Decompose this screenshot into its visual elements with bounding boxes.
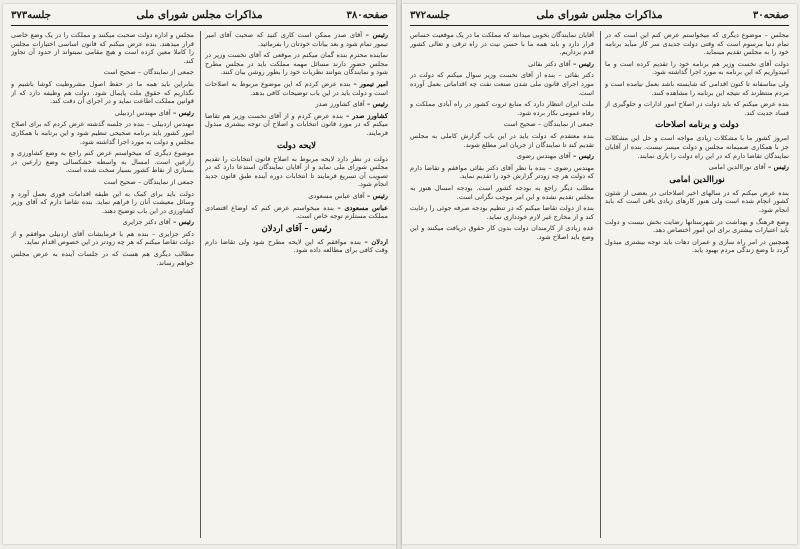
left-page-title: مذاکرات مجلس شورای ملی <box>136 9 263 21</box>
paragraph-text: دولت در نظر دارد لایحه مربوط به اصلاح قانون انتخابات را تقدیم مجلس شورای ملی نماید و از آقایان نمایندگان استدعا دارد که در تصویب آن تسریع فرمایند تا انتخابات دوره آینده طبق قانون جدید انجام شود. <box>205 154 388 189</box>
left-page <box>3 4 396 544</box>
paragraph <box>11 149 194 175</box>
paragraph <box>205 192 388 201</box>
paragraph <box>205 155 388 189</box>
paragraph <box>11 190 194 216</box>
paragraph-text: عده زیادی از کارمندان دولت بدون کار حقوق دریافت میکنند و این وضع باید اصلاح شود. <box>410 224 594 241</box>
paragraph <box>605 238 789 255</box>
right-page-number: صفحه۳۰ <box>752 10 789 21</box>
paragraph-text: مهندس رضوی – بنده با نظر آقای دکتر بقائی موافقم و تقاضا دارم که دولت هر چه زودتر گزارش خود را تقدیم نماید. <box>410 163 594 181</box>
speaker-name: کشاورز صدر – <box>343 111 388 120</box>
paragraph-text: بنده از دولت تقاضا میکنم که در تنظیم بودجه صرفه جوئی را رعایت کند و از مخارج غیر لازم خودداری نماید. <box>410 204 594 221</box>
paragraph-text: بنده میخواستم عرض کنم که اوضاع اقتصادی مملکت مستلزم توجه خاص است. <box>205 203 388 221</box>
paragraph-text: دولت باید برای کمک به این طبقه اقدامات فوری بعمل آورد و وسائل معیشت آنان را فراهم نماید. بنده تقاضا دارم که آقای وزیر کشاورزی در این باب توضیح دهند. <box>11 189 194 215</box>
speaker-name: اردلان – <box>360 237 388 246</box>
right-column-divider <box>600 31 601 538</box>
right-page-column-left <box>410 31 594 538</box>
speaker-name: رئیس – <box>765 163 789 172</box>
paragraph <box>410 132 594 149</box>
paragraph <box>11 109 194 118</box>
paragraph <box>605 189 789 215</box>
paragraph <box>410 164 594 181</box>
speaker-name: رئیس – <box>170 218 194 227</box>
paragraph-text: مهندس اردبیلی – بنده در جلسه گذشته عرض کردم که برای اصلاح امور کشور باید برنامه صحیحی تنظیم شود و این برنامه با همکاری مجلس و دولت به مورد اجرا گذاشته شود. <box>11 120 194 146</box>
paragraph-text: بنده عرض کردم و از آقای نخست وزیر هم تقاضا میکنم که در مورد قانون انتخابات و اصلاح آن توجه بیشتری مبذول فرمایند. <box>205 111 388 137</box>
paragraph-text: آقای دکتر بقائی <box>528 59 571 68</box>
right-page-title: مذاکرات مجلس شورای ملی <box>536 9 663 21</box>
paragraph-text: بنابراین باید همه ما در حفظ اصول مشروطیت کوشا باشیم و نگذاریم که حقوق ملت پایمال شود. دولت هم وظیفه دارد که از قوانین مملکت اطاعت نماید و در اجرای آن دقت کند. <box>11 79 194 106</box>
paragraph-text: مطلب دیگر راجع به بودجه کشور است. بودجه امسال هنوز به مجلس تقدیم نشده و این امر موجب نگرانی است. <box>410 183 594 201</box>
left-page-column-left <box>11 31 194 538</box>
paragraph-text: مجلس – موضوع دیگری که میخواستم عرض کنم این است که در تمام دنیا مرسوم است که وقتی دولت جدیدی سر کار میآید برنامه خود را به مجلس تقدیم مینماید. <box>605 31 789 57</box>
paragraph <box>11 250 194 267</box>
paragraph-text: جمعی از نمایندگان – صحیح است <box>103 68 194 77</box>
paragraph <box>11 31 194 65</box>
paragraph <box>205 112 388 138</box>
paragraph <box>410 184 594 201</box>
right-page-session: جلسه۳۷۲ <box>410 10 450 21</box>
paragraph-text: بنده موافقم که این لایحه مطرح شود ولی تقاضا دارم وقت کافی برای مطالعه داده شود. <box>205 237 388 255</box>
paragraph-text: وضع فرهنگ و بهداشت در شهرستانها رضایت بخش نیست و دولت باید اعتبارات بیشتری برای این امور اختصاص دهد. <box>605 217 789 235</box>
paragraph <box>11 68 194 77</box>
paragraph-text: آقای نوراالدین امامی <box>708 163 766 172</box>
paragraph-text: آقای مهندس رضوی <box>516 152 571 161</box>
paragraph <box>605 31 789 57</box>
speaker-name: عباس مسعودی – <box>333 203 388 212</box>
paragraph <box>410 204 594 221</box>
paragraph <box>205 204 388 221</box>
left-page-column-right <box>205 31 388 538</box>
paragraph <box>205 80 388 97</box>
paragraph <box>605 163 789 172</box>
left-page-number: صفحه۳۸۰ <box>346 10 388 21</box>
paragraph <box>11 80 194 106</box>
paragraph-text: آقای صدر ممکن است کاری کنید که صحبت آقای امیر تیمور تمام شود و بعد بیانات خودتان را بفرمائید. <box>205 31 388 48</box>
paragraph <box>605 218 789 235</box>
paragraph <box>605 100 789 117</box>
left-page-session: جلسه۳۷۳ <box>11 10 51 21</box>
paragraph-text: موضوع دیگری که میخواستم عرض کنم راجع به وضع کشاورزی و زارعین است. امسال به واسطه خشکسالی وضع زارعین در بسیاری از نقاط کشور بسیار سخت شده است. <box>11 149 194 175</box>
paragraph <box>205 238 388 255</box>
speaker-name: رئیس – <box>362 31 388 39</box>
right-header-rule <box>410 25 789 26</box>
speaker-name: رئیس – <box>364 191 388 200</box>
speaker-name: رئیس – <box>570 59 594 68</box>
paragraph-text: آقای دکتر جزایری <box>122 218 171 227</box>
paragraph <box>11 178 194 187</box>
paragraph <box>605 60 789 77</box>
paragraph <box>11 230 194 247</box>
right-page-header <box>410 9 789 25</box>
speaker-name: رئیس – <box>570 152 594 161</box>
paragraph-text: مطالب دیگری هم هست که در جلسات آینده به عرض مجلس خواهم رساند. <box>11 250 194 267</box>
paragraph-text: آقایان نمایندگان بخوبی میدانند که مملکت ما در یک موقعیت حساس قرار دارد و باید همه ما با حسن نیت در راه ترقی و تعالی کشور قدم برداریم. <box>410 31 594 57</box>
paragraph-text: مجلس و اداره دولت صحبت میکنند و مملکت را در یک وضع خاصی قرار میدهند. بنده عرض میکنم که قانون اساسی اختیارات مجلس را کاملا معین کرده است و هیچ مقامی نمیتواند از حدود آن تجاوز کند. <box>11 31 194 65</box>
paragraph <box>11 120 194 146</box>
section-heading: دولت و برنامه اصلاحات <box>655 120 739 131</box>
right-page-column-right <box>605 31 789 538</box>
paragraph-text: آقای عباس مسعودی <box>308 191 365 200</box>
paragraph <box>11 218 194 227</box>
speaker-name: امیر تیمور – <box>350 79 388 88</box>
paragraph-text: جمعی از نمایندگان – صحیح است <box>103 177 194 186</box>
left-page-header <box>11 9 388 25</box>
paragraph-text: همچنین در امر راه سازی و عمران دهات باید توجه بیشتری مبذول گردد تا وضع زندگی مردم بهبود یابد. <box>605 237 789 255</box>
paragraph <box>410 31 594 57</box>
paragraph-text: بنده عرض میکنم که باید دولت در اصلاح امور ادارات و جلوگیری از فساد جدیت کند. <box>605 100 789 117</box>
paragraph <box>205 31 388 48</box>
speaker-name: رئیس – <box>170 108 194 117</box>
paragraph-text: دکتر جزایری – بنده هم با فرمایشات آقای اردبیلی موافقم و از دولت تقاضا میکنم که هر چه زودتر در این خصوص اقدام نماید. <box>11 229 194 247</box>
paragraph <box>410 152 594 161</box>
section-heading: لایحه دولت <box>276 140 317 151</box>
section-heading: رئیس – آقای اردلان <box>261 223 332 234</box>
paragraph <box>410 71 594 97</box>
left-column-divider <box>200 31 201 538</box>
paragraph-text: بنده عرض کردم که این موضوع مربوط به اصلاحات است و دولت باید در این باب توضیحات کافی بدهد. <box>205 79 388 97</box>
paragraph-text: دولت آقای نخست وزیر هم برنامه خود را تقدیم کرده است و ما امیدواریم که این برنامه به مورد اجرا گذاشته شود. <box>605 59 789 77</box>
paragraph-text: بنده عرض میکنم که در سالهای اخیر اصلاحاتی در بعضی از شئون کشور انجام شده است ولی هنوز کارهای زیادی باقی است که باید انجام شود. <box>605 188 789 214</box>
paragraph-text: دکتر بقائی – بنده از آقای نخست وزیر سوال میکنم که دولت در مورد اجرای قانون ملی شدن صنعت نفت چه اقداماتی بعمل آورده است. <box>410 71 594 97</box>
paragraph <box>410 120 594 129</box>
paragraph-text: امروز کشور ما با مشکلات زیادی مواجه است و حل این مشکلات جز با همکاری صمیمانه مجلس و دولت میسر نیست. بنده از آقایان نمایندگان تقاضا دارم که در این راه دولت را یاری نمایند. <box>605 134 789 160</box>
paragraph <box>410 224 594 241</box>
paragraph-text: نماینده محترم بنده گمان میکنم در موقعی که آقای نخست وزیر در مجلس حضور دارند مسائل مهمه مملکت باید در مجلس مطرح شود و نمایندگان بتوانند نظریات خود را بطور روشن بیان کنند. <box>205 51 388 77</box>
left-header-rule <box>11 25 388 26</box>
paragraph <box>205 100 388 109</box>
paragraph <box>605 80 789 97</box>
paragraph <box>410 60 594 69</box>
paragraph-text: ملت ایران انتظار دارد که منابع ثروت کشور در راه آبادی مملکت و رفاه عمومی بکار برده شود. <box>410 100 594 117</box>
speaker-name: رئیس – <box>364 100 388 109</box>
paragraph <box>410 100 594 117</box>
paragraph-text: آقای کشاورز صدر <box>315 100 365 109</box>
paragraph-text: ولی متاسفانه تا کنون اقدامی که شایسته باشد بعمل نیامده است و مردم منتظرند که نتیجه این برنامه را مشاهده کنند. <box>605 79 789 97</box>
paragraph-text: بنده معتقدم که دولت باید در این باب گزارش کاملی به مجلس تقدیم کند تا نمایندگان از جریان امر مطلع شوند. <box>410 131 594 149</box>
paragraph <box>205 51 388 77</box>
section-heading: نوراالدین امامی <box>669 174 725 185</box>
paragraph-text: آقای مهندس اردبیلی <box>114 108 171 117</box>
paragraph-text: جمعی از نمایندگان – صحیح است <box>503 120 594 129</box>
right-page <box>402 4 797 544</box>
paragraph <box>605 134 789 160</box>
